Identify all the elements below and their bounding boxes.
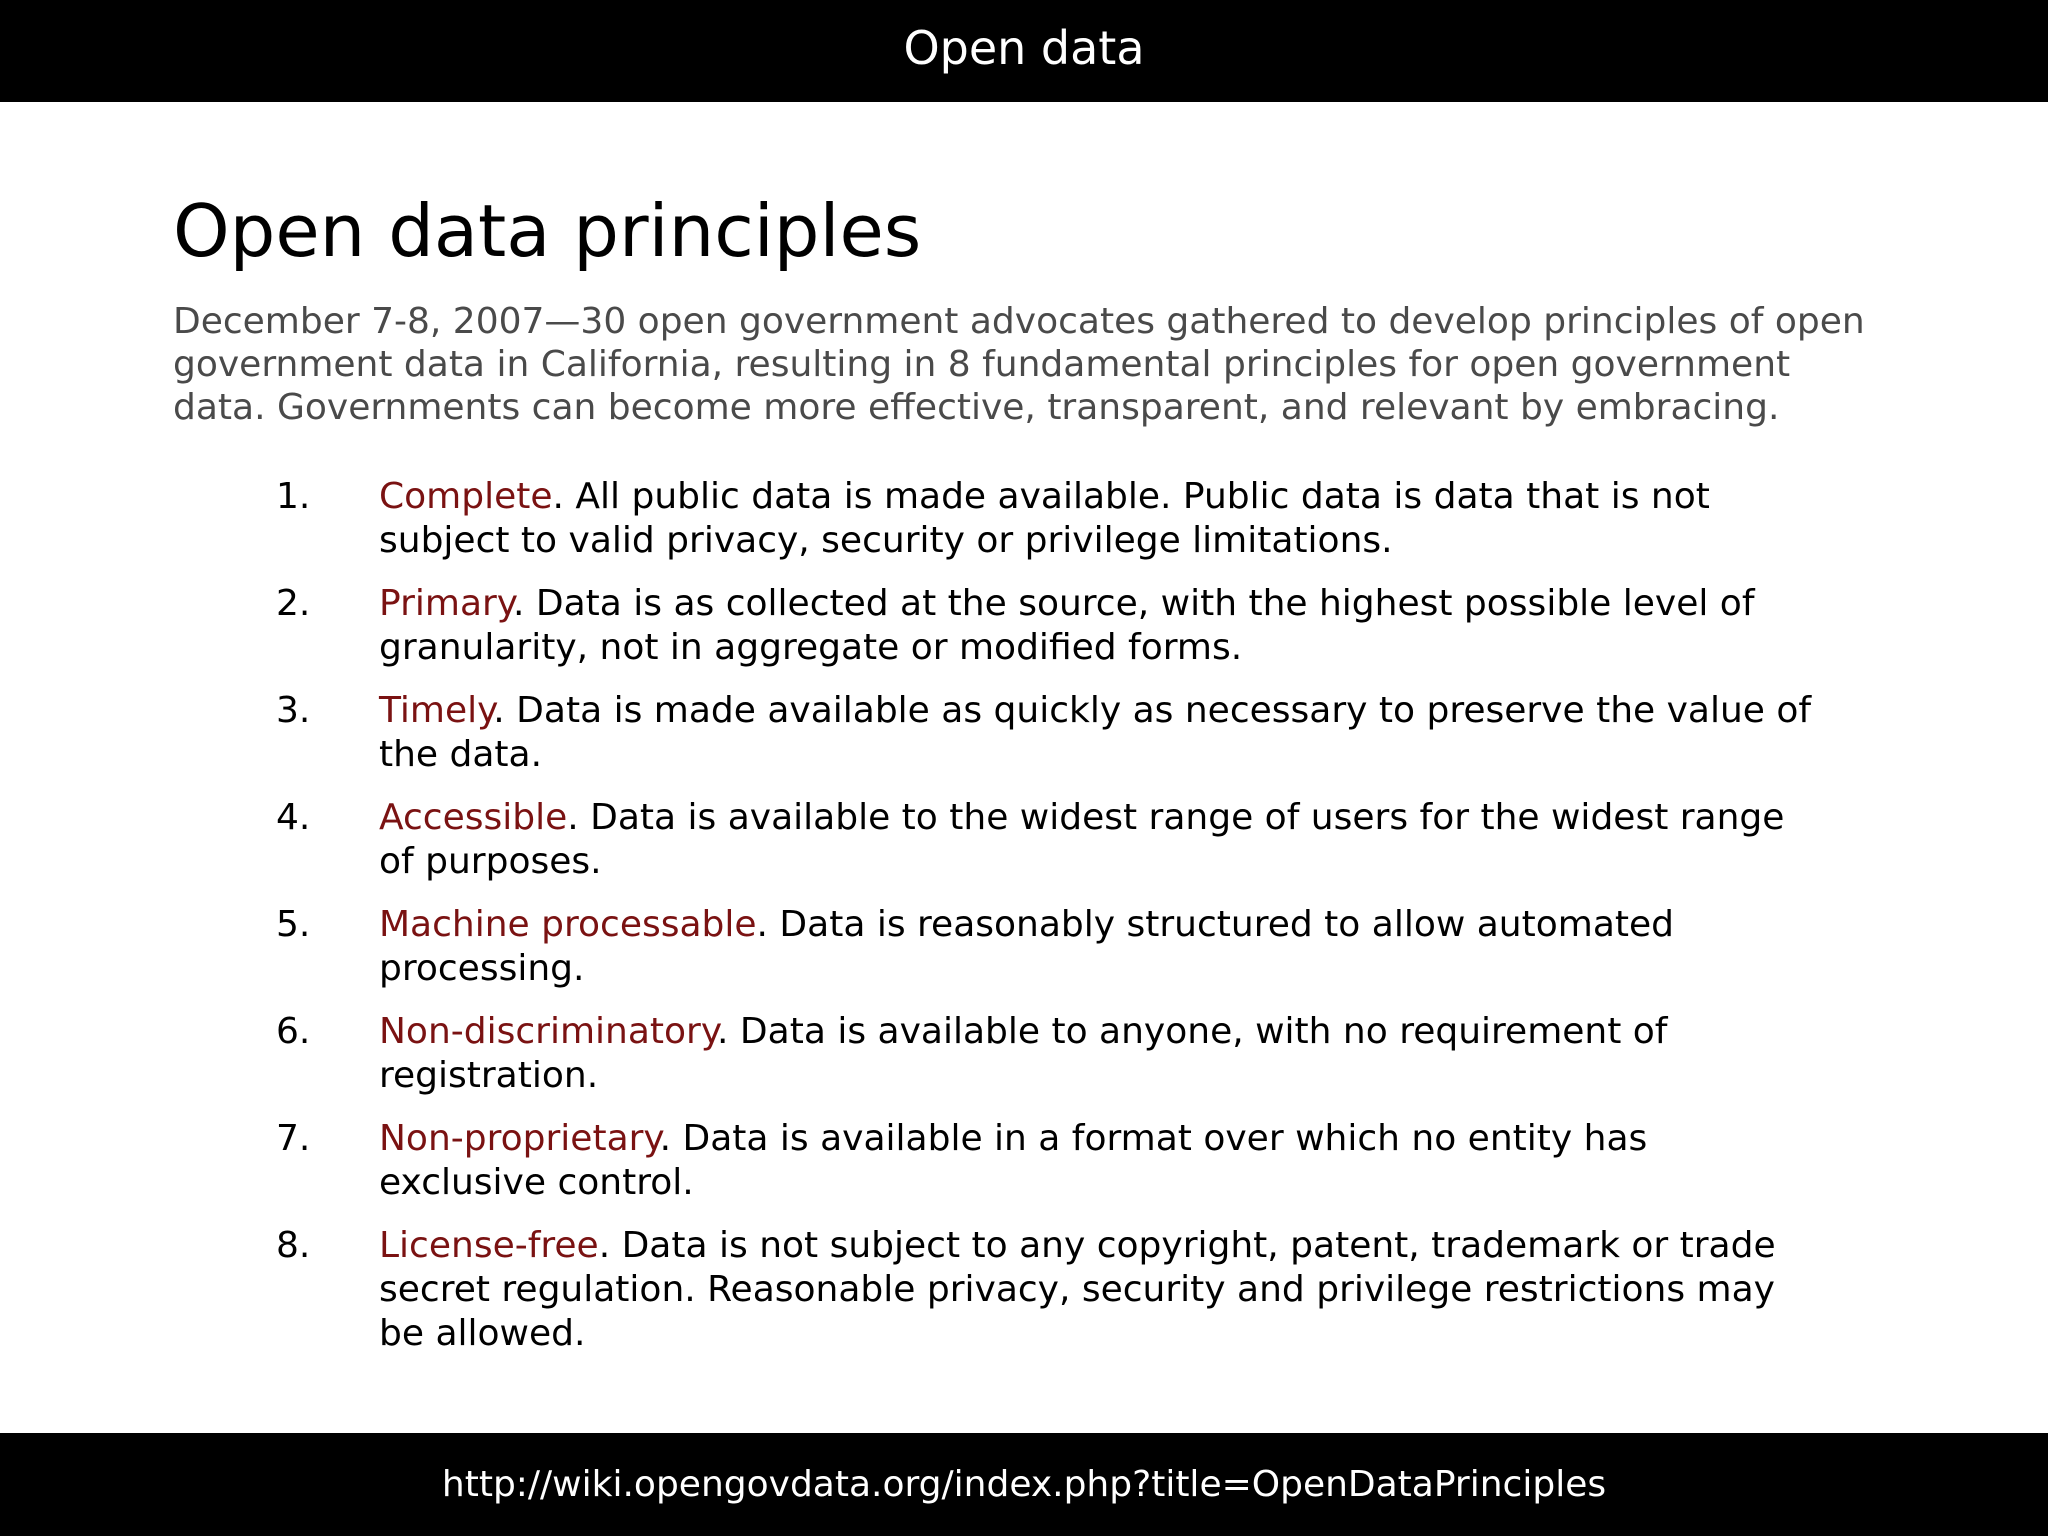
top-bar-title: Open data xyxy=(903,21,1145,75)
source-url: http://wiki.opengovdata.org/index.php?title=OpenDataPrinciples xyxy=(441,1463,1607,1505)
principle-description: . Data is as collected at the source, with the highest possible level of granularity, not in aggregate or modified forms. xyxy=(379,583,1755,669)
principle-description: . Data is available to the widest range of users for the widest range of purposes. xyxy=(379,797,1785,883)
principle-term: Complete xyxy=(379,476,553,518)
principle-description: . All public data is made available. Public data is data that is not subject to valid privacy, security or privilege limitations. xyxy=(379,476,1710,562)
principle-number: 7. xyxy=(276,1118,311,1160)
principle-description: . Data is made available as quickly as necessary to preserve the value of the data. xyxy=(379,690,1812,776)
principle-number: 6. xyxy=(276,1011,311,1053)
principle-number: 2. xyxy=(276,583,311,625)
principle-item xyxy=(173,475,1819,563)
principle-item xyxy=(173,1117,1819,1205)
principle-number: 4. xyxy=(276,797,311,839)
principle-number: 1. xyxy=(276,476,311,518)
principle-term: Primary xyxy=(379,583,513,625)
principle-item xyxy=(173,689,1819,777)
top-bar xyxy=(0,0,2048,102)
principle-item xyxy=(173,582,1819,670)
principle-description: . Data is available to anyone, with no requirement of registration. xyxy=(379,1011,1668,1097)
principle-term: Timely xyxy=(379,690,494,732)
bottom-bar xyxy=(0,1433,2048,1536)
principle-item xyxy=(173,1224,1819,1356)
principle-term: Non-proprietary xyxy=(379,1118,660,1160)
principle-term: Machine processable xyxy=(379,904,757,946)
principle-description: . Data is reasonably structured to allow automated processing. xyxy=(379,904,1675,990)
principles-list xyxy=(173,475,1873,1356)
page-title: Open data principles xyxy=(173,189,922,273)
principle-term: License-free xyxy=(379,1225,599,1267)
principle-description: . Data is available in a format over which no entity has exclusive control. xyxy=(379,1118,1648,1204)
slide-content xyxy=(173,188,1873,1375)
principle-term: Non-discriminatory xyxy=(379,1011,718,1053)
principle-number: 8. xyxy=(276,1225,311,1267)
principle-number: 5. xyxy=(276,904,311,946)
principle-number: 3. xyxy=(276,690,311,732)
principle-item xyxy=(173,796,1819,884)
principle-description: . Data is not subject to any copyright, patent, trademark or trade secret regulation. Reasonable privacy, security and privilege restrictions may be allowed. xyxy=(379,1225,1776,1355)
principle-item xyxy=(173,1010,1819,1098)
intro-paragraph: December 7-8, 2007—30 open government advocates gathered to develop principles of open government data in California, resulting in 8 fundamental principles for open government data. Governments can become more effective, transparent, and relevant by embracing. xyxy=(173,301,1865,429)
principle-item xyxy=(173,903,1819,991)
principle-term: Accessible xyxy=(379,797,568,839)
